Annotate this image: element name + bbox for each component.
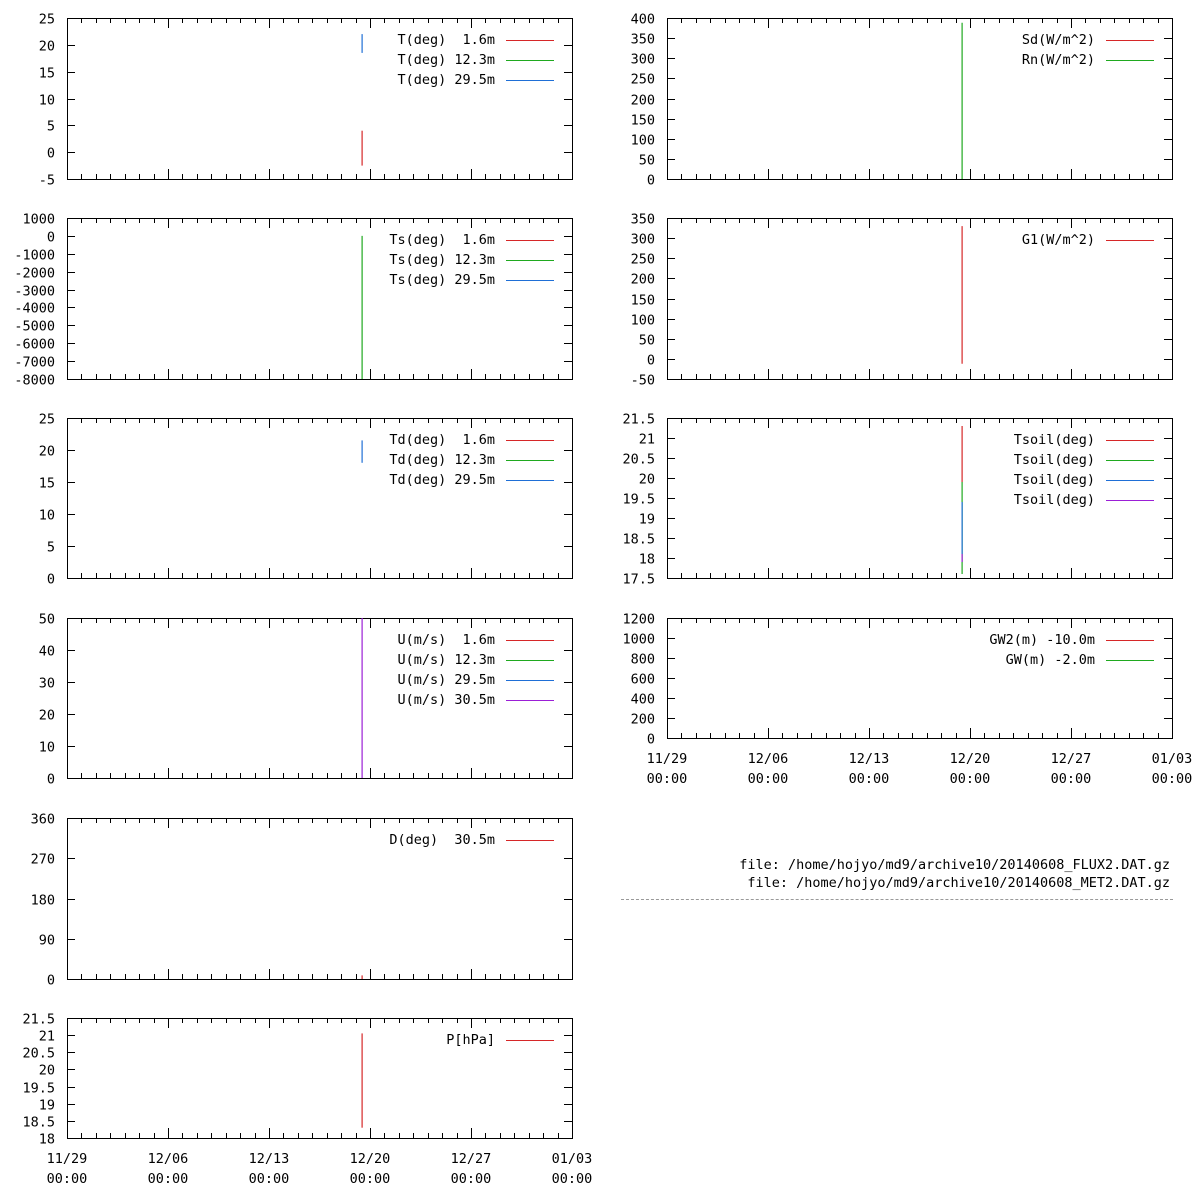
chart-panel (39, 412, 573, 588)
y-tick-label: 50 (638, 152, 655, 169)
x-tick-label: 11/29 (646, 751, 688, 767)
y-tick-label: 18 (38, 1131, 55, 1148)
y-tick-label: 5 (46, 539, 55, 556)
chart-panel (22, 1012, 592, 1188)
plot-frame (68, 219, 573, 380)
x-tick-label: 01/03 (551, 1151, 593, 1167)
plot-frame (68, 819, 573, 980)
legend-label: U(m/s) 29.5m (397, 672, 495, 688)
y-tick-label: 350 (630, 211, 655, 228)
y-tick-label: 40 (38, 643, 55, 660)
y-tick-label: 20.5 (622, 451, 655, 468)
y-tick-label: 1000 (22, 211, 55, 228)
y-tick-label: -3000 (14, 283, 55, 300)
y-tick-label: 200 (630, 92, 655, 109)
legend-label: Tsoil(deg) (1013, 472, 1095, 488)
y-tick-label: 19.5 (622, 491, 655, 508)
y-tick-label: 21 (38, 1028, 55, 1045)
legend-label: T(deg) 1.6m (397, 32, 495, 48)
chart-panel (622, 612, 1192, 788)
plot-frame (68, 419, 573, 579)
y-tick-label: 150 (630, 292, 655, 309)
y-tick-label: 17.5 (622, 571, 655, 588)
y-tick-label: 0 (46, 145, 55, 162)
y-tick-label: 18.5 (622, 531, 655, 548)
x-tick-label: 00:00 (1151, 771, 1193, 787)
legend-label: Tsoil(deg) (1013, 492, 1095, 508)
y-tick-label: 19 (38, 1097, 55, 1114)
x-tick-label: 12/13 (248, 1151, 290, 1167)
legend-label: U(m/s) 12.3m (397, 652, 495, 668)
x-tick-label: 12/06 (147, 1151, 189, 1167)
legend-label: Ts(deg) 12.3m (389, 252, 495, 268)
legend-label: Td(deg) 1.6m (389, 432, 495, 448)
y-tick-label: 400 (630, 691, 655, 708)
chart-panel (14, 212, 572, 389)
y-tick-label: -5000 (14, 318, 55, 335)
y-tick-label: 1000 (622, 631, 655, 648)
legend-label: GW2(m) -10.0m (989, 632, 1095, 648)
y-tick-label: 200 (630, 711, 655, 728)
y-tick-label: 90 (38, 932, 55, 949)
y-tick-label: 180 (30, 892, 55, 909)
legend-label: Ts(deg) 29.5m (389, 272, 495, 288)
y-tick-label: 350 (630, 31, 655, 48)
chart-panel (39, 12, 573, 189)
x-tick-label: 00:00 (450, 1171, 492, 1187)
legend-label: Sd(W/m^2) (1021, 32, 1095, 48)
x-tick-label: 00:00 (349, 1171, 391, 1187)
legend-label: P[hPa] (446, 1032, 495, 1048)
y-tick-label: 21.5 (622, 411, 655, 428)
y-tick-label: 300 (630, 231, 655, 248)
y-tick-label: 250 (630, 251, 655, 268)
x-tick-label: 12/13 (848, 751, 890, 767)
chart-panel (622, 412, 1172, 588)
y-tick-label: 0 (46, 972, 55, 989)
y-tick-label: 360 (30, 811, 55, 828)
y-tick-label: 10 (38, 92, 55, 109)
legend-label: G1(W/m^2) (1021, 232, 1095, 248)
plot-frame (668, 619, 1173, 739)
y-tick-label: 20 (38, 38, 55, 55)
plot-frame (668, 419, 1173, 579)
legend-label: Tsoil(deg) (1013, 452, 1095, 468)
y-tick-label: 25 (38, 11, 55, 28)
source-file-flux: file: /home/hojyo/md9/archive10/20140608_FLUX2.DAT.gz (739, 857, 1170, 873)
x-tick-label: 00:00 (551, 1171, 593, 1187)
legend-label: Td(deg) 29.5m (389, 472, 495, 488)
y-tick-label: 0 (46, 571, 55, 588)
y-tick-label: -7000 (14, 354, 55, 371)
x-tick-label: 12/20 (949, 751, 991, 767)
y-tick-label: 0 (646, 352, 655, 369)
legend-label: Rn(W/m^2) (1021, 52, 1095, 68)
y-tick-label: -1000 (14, 247, 55, 264)
plot-frame (68, 619, 573, 779)
y-tick-label: 19 (638, 511, 655, 528)
y-tick-label: 0 (46, 771, 55, 788)
x-tick-label: 12/06 (747, 751, 789, 767)
chart-panel (31, 812, 573, 989)
footer-divider (621, 899, 1173, 900)
plot-frame (68, 1019, 573, 1139)
legend-label: GW(m) -2.0m (1005, 652, 1095, 668)
y-tick-label: 250 (630, 71, 655, 88)
legend-label: T(deg) 12.3m (397, 52, 495, 68)
y-tick-label: 25 (38, 411, 55, 428)
y-tick-label: 100 (630, 312, 655, 329)
y-tick-label: -2000 (14, 265, 55, 282)
y-tick-label: 15 (38, 475, 55, 492)
x-tick-label: 12/27 (1050, 751, 1092, 767)
chart-panel (631, 12, 1173, 189)
y-tick-label: 50 (38, 611, 55, 628)
y-tick-label: 800 (630, 651, 655, 668)
y-tick-label: 19.5 (22, 1080, 55, 1097)
y-tick-label: 20 (38, 1062, 55, 1079)
x-tick-label: 00:00 (46, 1171, 88, 1187)
y-tick-label: 0 (646, 731, 655, 748)
plot-frame (668, 219, 1173, 380)
y-tick-label: -5 (38, 172, 55, 189)
chart-panel (631, 212, 1173, 389)
y-tick-label: 18 (638, 551, 655, 568)
x-tick-label: 11/29 (46, 1151, 88, 1167)
y-tick-label: -6000 (14, 336, 55, 353)
chart-panel (39, 612, 573, 788)
y-tick-label: 20 (38, 707, 55, 724)
y-tick-label: -50 (630, 372, 655, 389)
legend-label: Ts(deg) 1.6m (389, 232, 495, 248)
y-tick-label: 200 (630, 271, 655, 288)
y-tick-label: 30 (38, 675, 55, 692)
y-tick-label: 15 (38, 65, 55, 82)
y-tick-label: 10 (38, 739, 55, 756)
plot-frame (68, 19, 573, 180)
x-tick-label: 00:00 (147, 1171, 189, 1187)
legend-label: Td(deg) 12.3m (389, 452, 495, 468)
plot-frame (668, 19, 1173, 180)
x-tick-label: 12/27 (450, 1151, 492, 1167)
y-tick-label: 150 (630, 112, 655, 129)
source-file-met: file: /home/hojyo/md9/archive10/20140608_MET2.DAT.gz (747, 875, 1170, 891)
y-tick-label: -4000 (14, 300, 55, 317)
y-tick-label: 1200 (622, 611, 655, 628)
y-tick-label: 10 (38, 507, 55, 524)
x-tick-label: 00:00 (1050, 771, 1092, 787)
y-tick-label: 18.5 (22, 1114, 55, 1131)
y-tick-label: 21 (638, 431, 655, 448)
legend-label: U(m/s) 1.6m (397, 632, 495, 648)
y-tick-label: 5 (46, 118, 55, 135)
y-tick-label: 0 (46, 229, 55, 246)
x-tick-label: 01/03 (1151, 751, 1193, 767)
y-tick-label: 300 (630, 51, 655, 68)
y-tick-label: 21.5 (22, 1011, 55, 1028)
legend-label: D(deg) 30.5m (389, 832, 495, 848)
y-tick-label: 20 (638, 471, 655, 488)
y-tick-label: -8000 (14, 372, 55, 389)
x-tick-label: 00:00 (646, 771, 688, 787)
legend-label: U(m/s) 30.5m (397, 692, 495, 708)
y-tick-label: 100 (630, 132, 655, 149)
x-tick-label: 12/20 (349, 1151, 391, 1167)
y-tick-label: 20 (38, 443, 55, 460)
x-tick-label: 00:00 (949, 771, 991, 787)
x-tick-label: 00:00 (848, 771, 890, 787)
x-tick-label: 00:00 (747, 771, 789, 787)
x-tick-label: 00:00 (248, 1171, 290, 1187)
y-tick-label: 400 (630, 11, 655, 28)
y-tick-label: 270 (30, 851, 55, 868)
y-tick-label: 50 (638, 332, 655, 349)
legend-label: T(deg) 29.5m (397, 72, 495, 88)
y-tick-label: 20.5 (22, 1045, 55, 1062)
y-tick-label: 0 (646, 172, 655, 189)
legend-label: Tsoil(deg) (1013, 432, 1095, 448)
y-tick-label: 600 (630, 671, 655, 688)
